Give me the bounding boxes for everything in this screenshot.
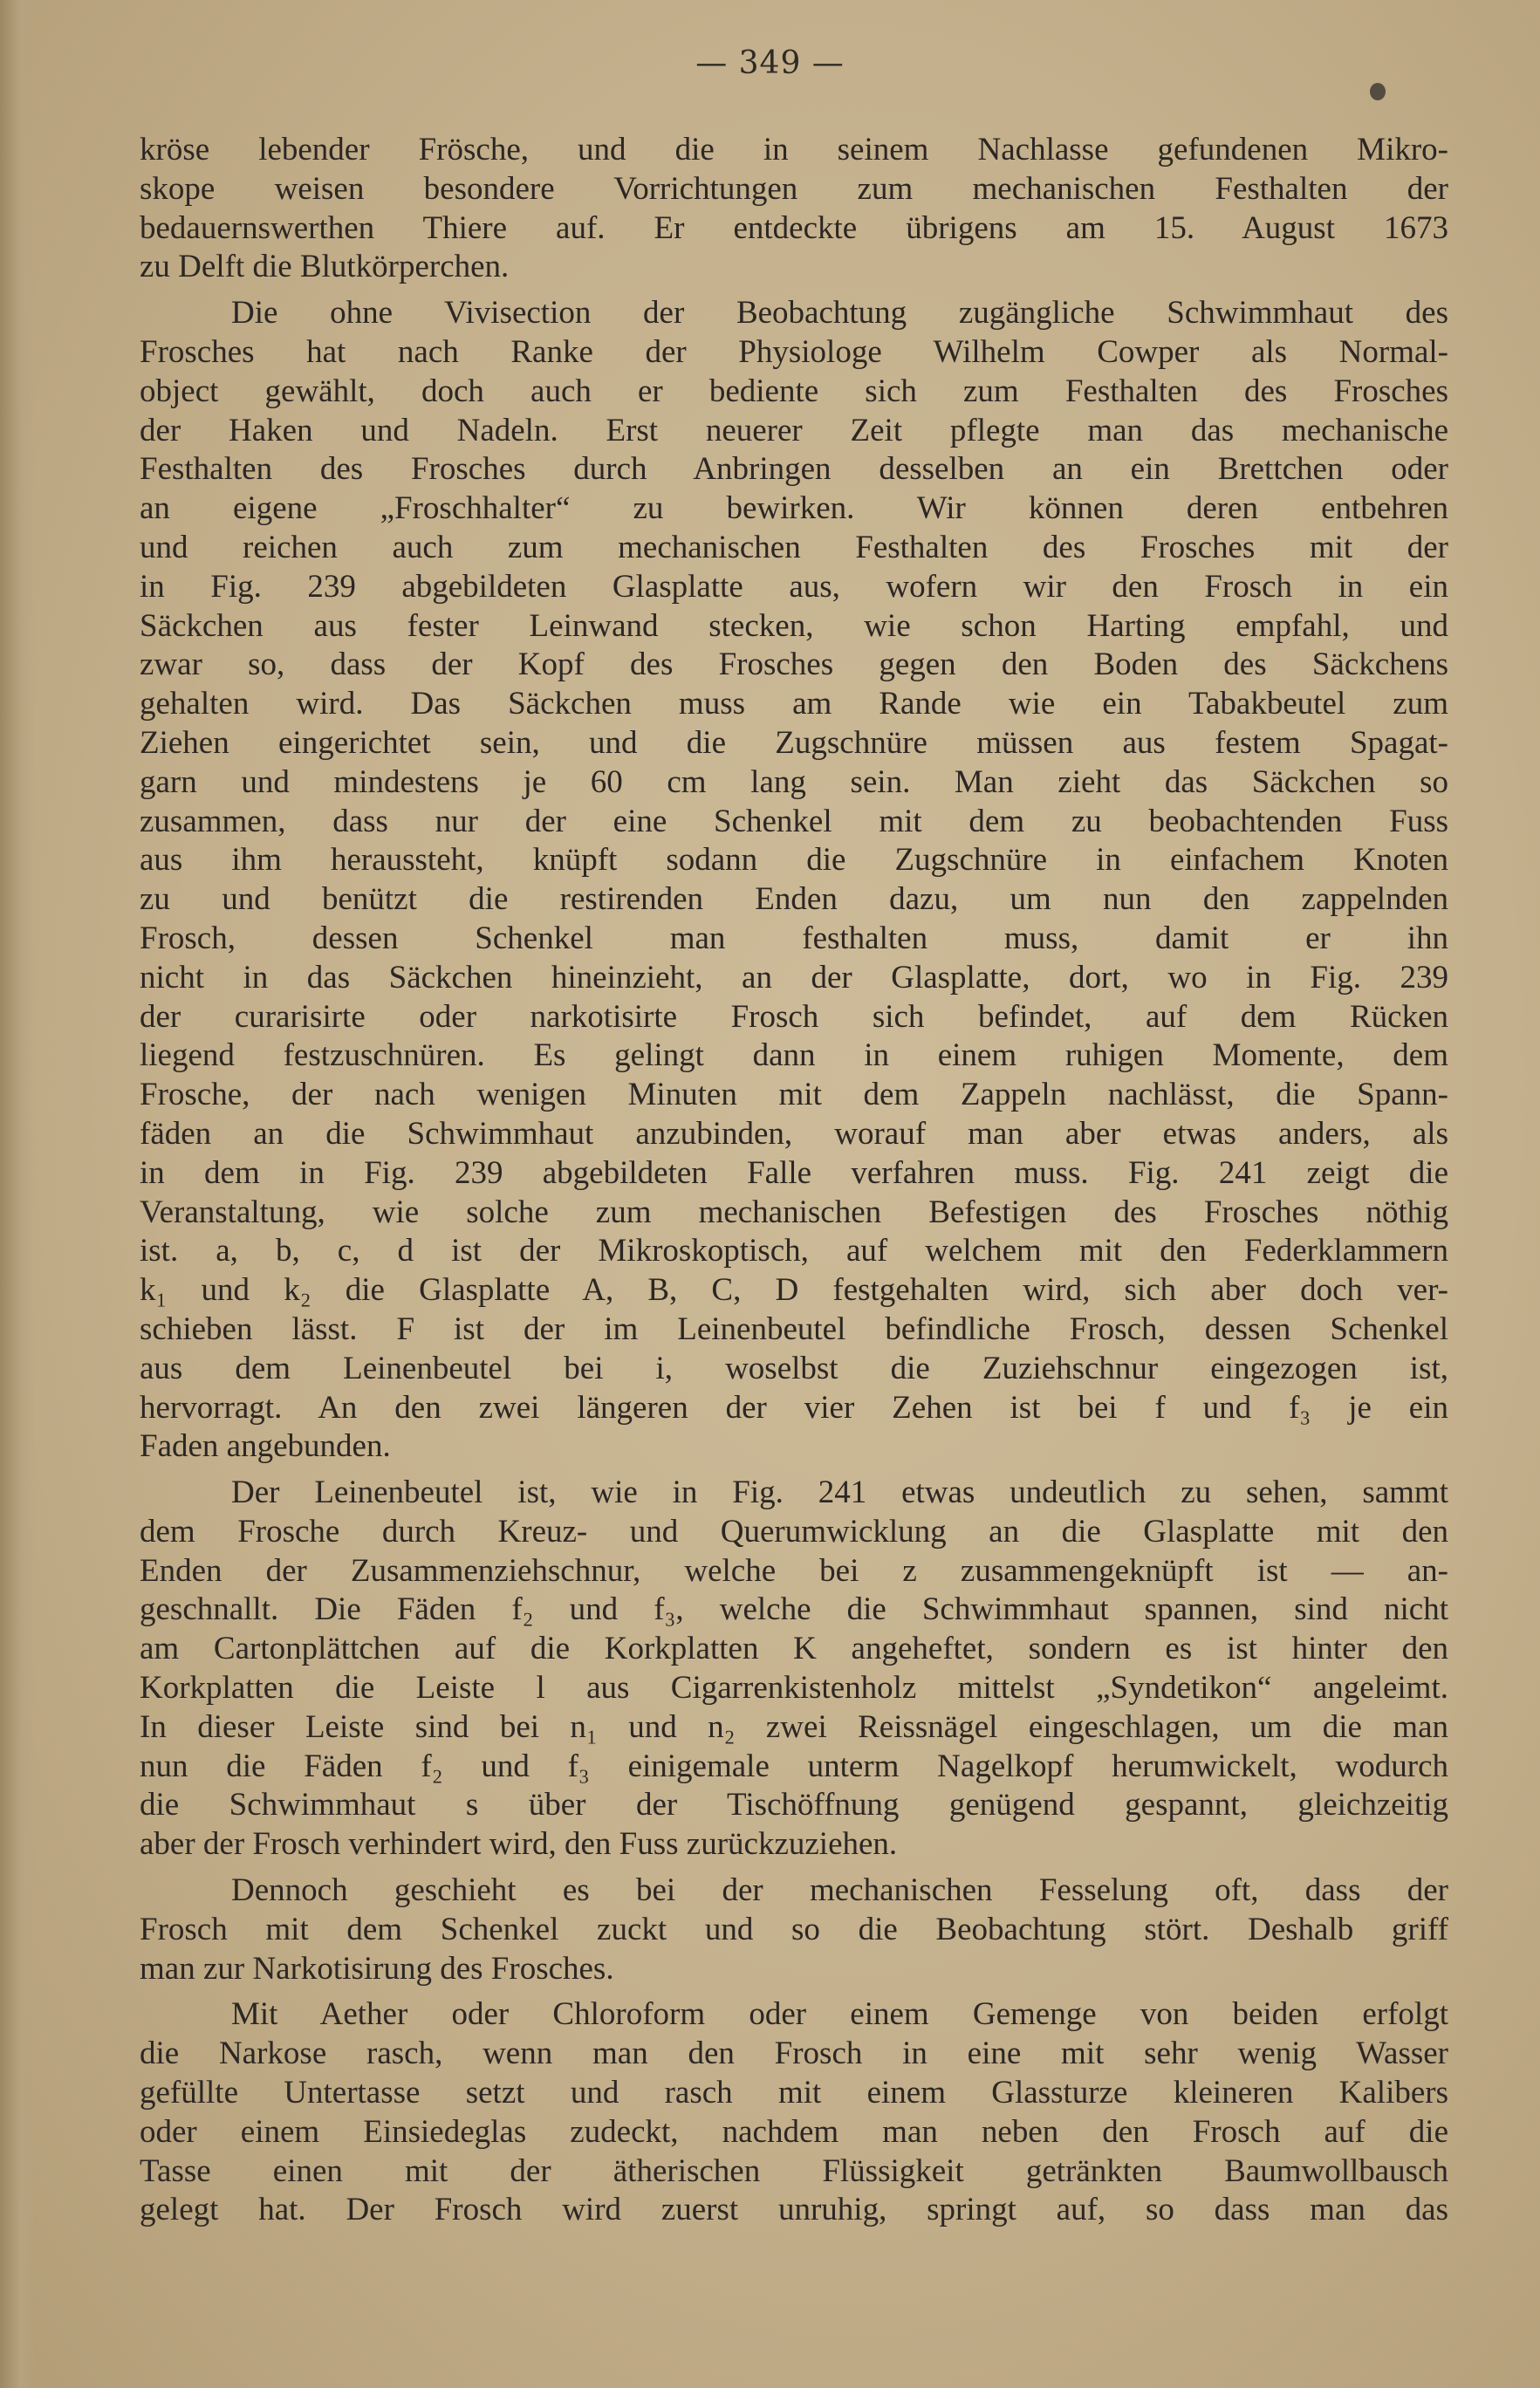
- text-line: dem Frosche durch Kreuz- und Querumwicklung an die Glasplatte mit den: [140, 1513, 1448, 1550]
- text-line: gefüllte Untertasse setzt und rasch mit einem Glassturze kleineren Kalibers: [140, 2075, 1448, 2111]
- text-line: Frosch mit dem Schenkel zuckt und so die Beobachtung stört. Deshalb griff: [140, 1911, 1448, 1947]
- text-line: am Cartonplättchen auf die Korkplatten K angeheftet, sondern es ist hinter den: [140, 1631, 1448, 1667]
- text-line: In dieser Leiste sind bei n₁ und n₂ zwei Reissnägel eingeschlagen, um die man: [140, 1708, 1448, 1745]
- text-line: Frosche, der nach wenigen Minuten mit dem Zappeln nachlässt, die Spann-: [140, 1077, 1448, 1113]
- text-line: an eigene „Froschhalter“ zu bewirken. Wir können deren entbehren: [140, 490, 1448, 527]
- text-line: nicht in das Säckchen hineinzieht, an der Glasplatte, dort, wo in Fig. 239: [140, 959, 1448, 996]
- paragraph: [140, 131, 1448, 287]
- page-number: — 349 —: [695, 45, 845, 81]
- text-line: Ziehen eingerichtet sein, und die Zugschnüre müssen aus festem Spagat-: [140, 724, 1448, 761]
- text-line: gelegt hat. Der Frosch wird zuerst unruhig, springt auf, so dass man das: [140, 2192, 1448, 2228]
- paragraph-gap: [140, 1865, 1448, 1871]
- text-line: fäden an die Schwimmhaut anzubinden, worauf man aber etwas anders, als: [140, 1115, 1448, 1152]
- text-line: bedauernswerthen Thiere auf. Er entdeckte übrigens am 15. August 1673: [140, 209, 1448, 246]
- text-line: Faden angebunden.: [140, 1428, 391, 1465]
- text-line: Säckchen aus fester Leinwand stecken, wie schon Harting empfahl, und: [140, 607, 1448, 644]
- text-line: aber der Frosch verhindert wird, den Fuss zurückzuziehen.: [140, 1826, 898, 1863]
- text-line: zu Delft die Blutkörperchen.: [140, 249, 510, 285]
- text-line: nun die Fäden f₂ und f₃ einigemale unterm Nagelkopf herumwickelt, wodurch: [140, 1748, 1448, 1784]
- ink-spot: [1370, 83, 1386, 100]
- paragraph: [140, 1871, 1448, 1988]
- text-line: skope weisen besondere Vorrichtungen zum mechanischen Festhalten der: [140, 170, 1448, 207]
- text-line: die Schwimmhaut s über der Tischöffnung genügend gespannt, gleichzeitig: [140, 1787, 1448, 1824]
- paragraph: [140, 1995, 1448, 2230]
- text-line: liegend festzuschnüren. Es gelingt dann in einem ruhigen Momente, dem: [140, 1037, 1448, 1074]
- text-line: zusammen, dass nur der eine Schenkel mit dem zu beobachtenden Fuss: [140, 803, 1448, 839]
- text-line: ist. a, b, c, d ist der Mikroskoptisch, auf welchem mit den Federklammern: [140, 1233, 1448, 1269]
- text-line: gehalten wird. Das Säckchen muss am Rande wie ein Tabakbeutel zum: [140, 686, 1448, 722]
- body-text: [140, 131, 1448, 2230]
- text-line: der curarisirte oder narkotisirte Frosch sich befindet, auf dem Rücken: [140, 998, 1448, 1035]
- text-line: Die ohne Vivisection der Beobachtung zugängliche Schwimmhaut des: [231, 295, 1448, 332]
- text-line: Der Leinenbeutel ist, wie in Fig. 241 etwas undeutlich zu sehen, sammt: [231, 1475, 1448, 1511]
- page-binding-edge: [0, 0, 35, 2388]
- text-line: Enden der Zusammenziehschnur, welche bei z zusammengeknüpft ist — an-: [140, 1552, 1448, 1589]
- text-line: in Fig. 239 abgebildeten Glasplatte aus, wofern wir den Frosch in ein: [140, 568, 1448, 605]
- text-line: die Narkose rasch, wenn man den Frosch in eine mit sehr wenig Wasser: [140, 2036, 1448, 2072]
- text-line: hervorragt. An den zwei längeren der vier Zehen ist bei f und f₃ je ein: [140, 1389, 1448, 1426]
- text-line: Festhalten des Frosches durch Anbringen desselben an ein Brettchen oder: [140, 451, 1448, 488]
- text-line: aus dem Leinenbeutel bei i, woselbst die Zuziehschnur eingezogen ist,: [140, 1350, 1448, 1386]
- text-line: Korkplatten die Leiste l aus Cigarrenkistenholz mittelst „Syndetikon“ angeleimt.: [140, 1670, 1448, 1707]
- text-line: kröse lebender Frösche, und die in seinem Nachlasse gefundenen Mikro-: [140, 132, 1448, 168]
- paragraph-gap: [140, 1467, 1448, 1474]
- text-line: Tasse einen mit der ätherischen Flüssigkeit getränkten Baumwollbausch: [140, 2152, 1448, 2189]
- paragraph-gap: [140, 1988, 1448, 1995]
- text-line: der Haken und Nadeln. Erst neuerer Zeit pflegte man das mechanische: [140, 412, 1448, 448]
- text-line: Frosches hat nach Ranke der Physiologe Wilhelm Cowper als Normal-: [140, 333, 1448, 370]
- text-line: Veranstaltung, wie solche zum mechanischen Befestigen des Frosches nöthig: [140, 1194, 1448, 1230]
- text-line: Frosch, dessen Schenkel man festhalten muss, damit er ihn: [140, 920, 1448, 956]
- text-line: zu und benützt die restirenden Enden dazu, um nun den zappelnden: [140, 881, 1448, 918]
- text-line: k₁ und k₂ die Glasplatte A, B, C, D festgehalten wird, sich aber doch ver-: [140, 1272, 1448, 1309]
- text-line: man zur Narkotisirung des Frosches.: [140, 1950, 614, 1987]
- paragraph: [140, 294, 1448, 1467]
- paragraph: [140, 1474, 1448, 1865]
- text-line: in dem in Fig. 239 abgebildeten Falle verfahren muss. Fig. 241 zeigt die: [140, 1154, 1448, 1191]
- text-line: zwar so, dass der Kopf des Frosches gegen den Boden des Säckchens: [140, 647, 1448, 683]
- text-line: und reichen auch zum mechanischen Festhalten des Frosches mit der: [140, 529, 1448, 565]
- text-line: geschnallt. Die Fäden f₂ und f₃, welche die Schwimmhaut spannen, sind nicht: [140, 1591, 1448, 1628]
- text-line: schieben lässt. F ist der im Leinenbeutel befindliche Frosch, dessen Schenkel: [140, 1310, 1448, 1347]
- text-line: object gewählt, doch auch er bediente sich zum Festhalten des Frosches: [140, 373, 1448, 409]
- text-line: oder einem Einsiedeglas zudeckt, nachdem man neben den Frosch auf die: [140, 2113, 1448, 2150]
- text-line: Dennoch geschieht es bei der mechanischen Fesselung oft, dass der: [231, 1872, 1448, 1909]
- text-line: garn und mindestens je 60 cm lang sein. Man zieht das Säckchen so: [140, 763, 1448, 800]
- text-line: aus ihm heraussteht, knüpft sodann die Zugschnüre in einfachem Knoten: [140, 842, 1448, 879]
- text-line: Mit Aether oder Chloroform oder einem Gemenge von beiden erfolgt: [231, 1996, 1448, 2033]
- paragraph-gap: [140, 287, 1448, 294]
